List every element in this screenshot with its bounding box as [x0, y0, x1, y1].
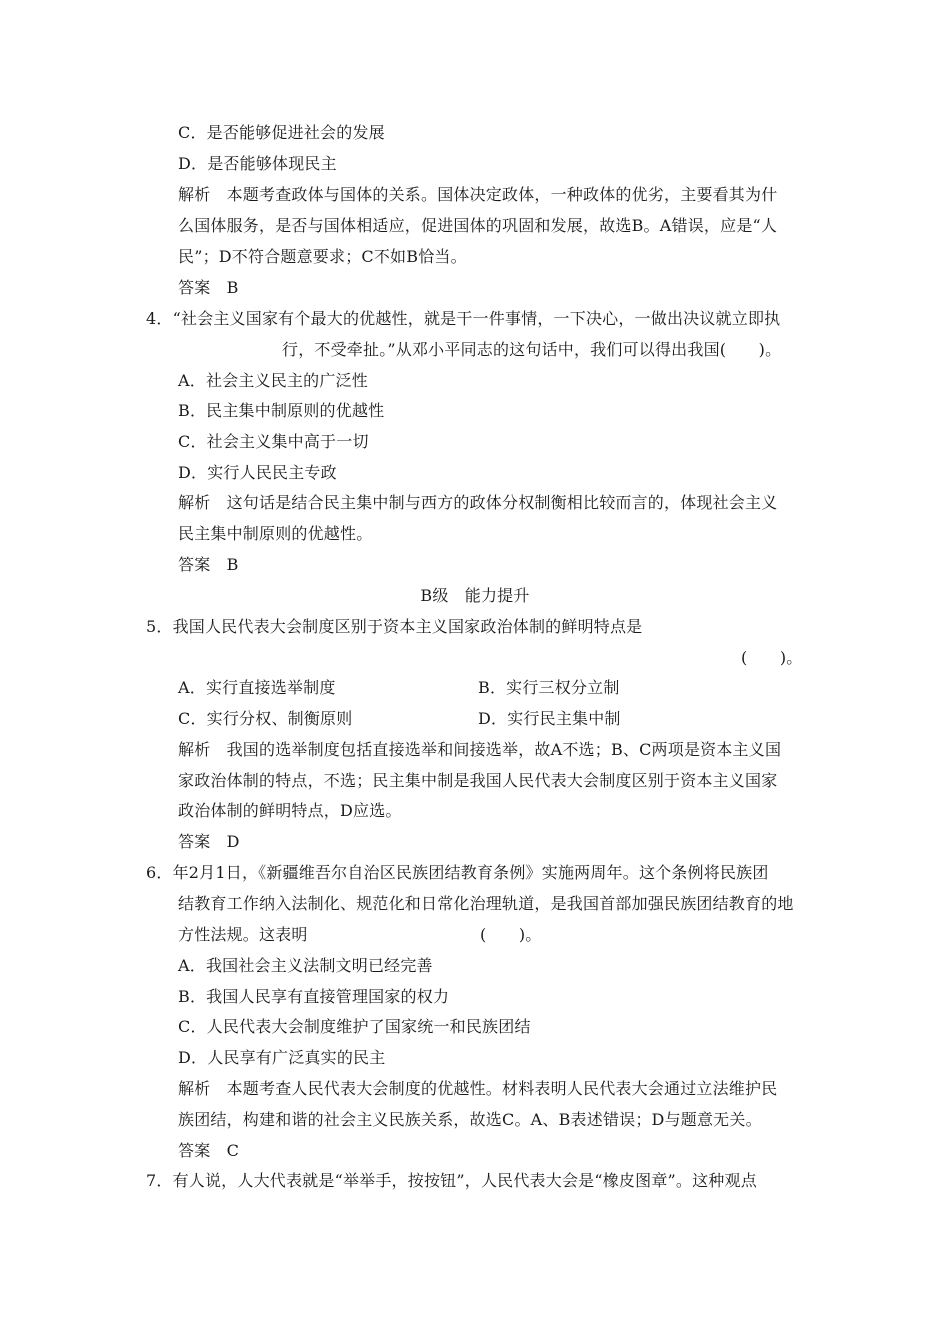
q5-option-c: C．实行分权、制衡原则	[178, 709, 353, 728]
q5-analysis-line-1: 解析 我国的选举制度包括直接选举和间接选举，故A不选；B、C两项是资本主义国	[178, 740, 782, 759]
q4-option-a: A．社会主义民主的广泛性	[178, 371, 368, 390]
q6-option-a: A．我国社会主义法制文明已经完善	[178, 956, 433, 975]
q3-analysis-line-2: 么国体服务，是否与国体相适应，促进国体的巩固和发展，故选B。A错误，应是“人	[178, 216, 778, 235]
q5-stem-line-1: 5．我国人民代表大会制度区别于资本主义国家政治体制的鲜明特点是	[146, 617, 643, 636]
q6-analysis-line-2: 族团结，构建和谐的社会主义民族关系，故选C。A、B表述错误；D与题意无关。	[178, 1110, 762, 1129]
q5-option-d: D．实行民主集中制	[478, 709, 621, 728]
q6-option-b: B．我国人民享有直接管理国家的权力	[178, 987, 450, 1006]
q5-answer: 答案 D	[178, 832, 240, 851]
q3-answer: 答案 B	[178, 278, 239, 297]
q5-option-a: A．实行直接选举制度	[178, 678, 336, 697]
q7-stem-line-1: 7．有人说，人大代表就是“举举手，按按钮”，人民代表大会是“橡皮图章”。这种观点	[146, 1171, 757, 1190]
q6-answer: 答案 C	[178, 1141, 240, 1160]
q6-stem-line-3: 方性法规。这表明	[178, 925, 308, 944]
q5-stem-blank: ( )。	[741, 648, 803, 667]
q3-option-d: D．是否能够体现民主	[178, 154, 337, 173]
q5-analysis-line-2: 家政治体制的特点，不选；民主集中制是我国人民代表大会制度区别于资本主义国家	[178, 771, 778, 790]
q6-stem-blank: ( )。	[480, 925, 542, 944]
q3-analysis-line-3: 民”；D不符合题意要求；C不如B恰当。	[178, 247, 467, 266]
q3-option-c: C．是否能够促进社会的发展	[178, 123, 385, 142]
q4-option-b: B．民主集中制原则的优越性	[178, 401, 385, 420]
q4-option-c: C．社会主义集中高于一切	[178, 432, 369, 451]
q6-stem-line-1: 6．年2月1日，《新疆维吾尔自治区民族团结教育条例》实施两周年。这个条例将民族团	[146, 863, 769, 882]
q6-analysis-line-1: 解析 本题考查人民代表大会制度的优越性。材料表明人民代表大会通过立法维护民	[178, 1079, 778, 1098]
q6-stem-line-2: 结教育工作纳入法制化、规范化和日常化治理轨道，是我国首部加强民族团结教育的地	[178, 894, 794, 913]
q6-option-c: C．人民代表大会制度维护了国家统一和民族团结	[178, 1017, 531, 1036]
q3-analysis-line-1: 解析 本题考查政体与国体的关系。国体决定政体，一种政体的优劣，主要看其为什	[178, 185, 778, 204]
q4-analysis-line-1: 解析 这句话是结合民主集中制与西方的政体分权制衡相比较而言的，体现社会主义	[178, 493, 778, 512]
q5-analysis-line-3: 政治体制的鲜明特点，D应选。	[178, 801, 402, 820]
q4-stem-line-2: 行，不受牵扯。”从邓小平同志的这句话中，我们可以得出我国( )。	[282, 340, 782, 359]
q4-option-d: D．实行人民民主专政	[178, 463, 337, 482]
q4-answer: 答案 B	[178, 555, 239, 574]
section-heading: B级 能力提升	[420, 586, 530, 605]
q4-analysis-line-2: 民主集中制原则的优越性。	[178, 524, 373, 543]
q4-stem-line-1: 4．“社会主义国家有个最大的优越性，就是干一件事情，一下决心，一做出决议就立即执	[146, 309, 781, 328]
q5-option-b: B．实行三权分立制	[478, 678, 620, 697]
q6-option-d: D．人民享有广泛真实的民主	[178, 1048, 386, 1067]
